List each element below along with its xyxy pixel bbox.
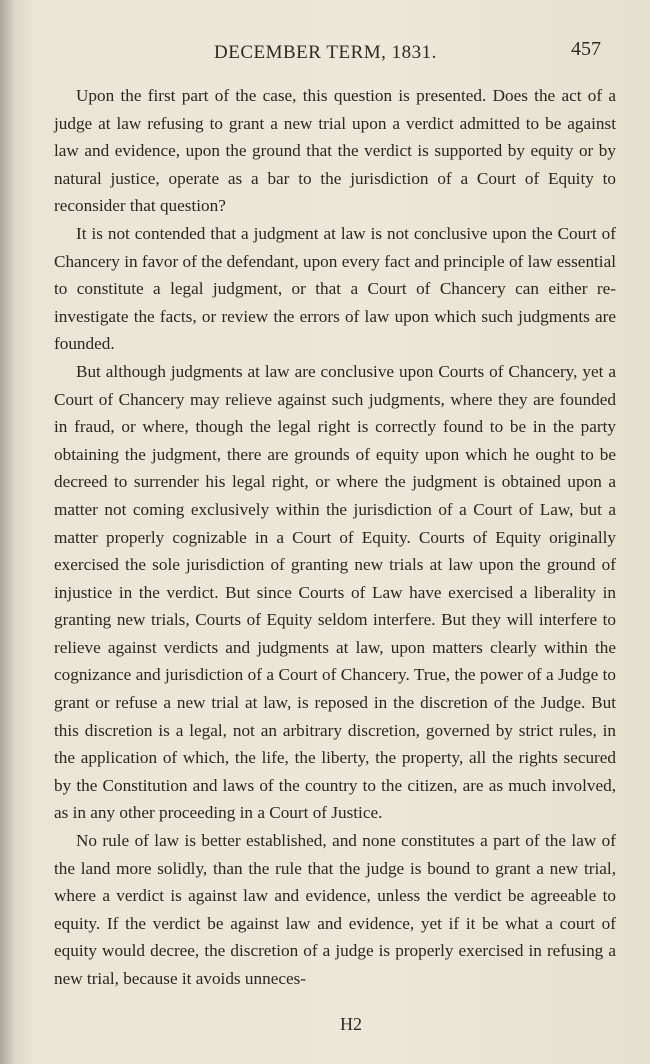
paragraph-1: Upon the first part of the case, this question is presented. Does the act of a judge at law refusing to grant a new trial upon a verdict admitted to be against law and evidence, upon the ground that the verdict is supported by equity or by natural justice, operate as a bar to the jurisdiction of a Court of Equity to reconsider that question?: [54, 86, 616, 216]
page-number: 457: [571, 38, 601, 60]
page-gutter-shadow: [0, 0, 16, 1064]
body-text: [54, 82, 616, 993]
page-header: [0, 34, 650, 64]
running-head: DECEMBER TERM, 1831.: [214, 42, 437, 63]
paragraph-2: It is not contended that a judgment at law is not conclusive upon the Court of Chancery in favor of the defendant, upon every fact and principle of law essential to constitute a legal judgment, or that a Court of Chancery can either re-investigate the facts, or review the errors of law upon which such judgments are founded.: [54, 223, 616, 354]
paragraph-3: But although judgments at law are conclusive upon Courts of Chancery, yet a Court of Chancery may relieve against such judgments, where they are founded in fraud, or where, though the legal right is correctly found to be in the party obtaining the judgment, there are grounds of equity upon which he ought to be decreed to surrender his legal right, or where the judgment is obtained upon a matter not coming exclusively within the jurisdiction of a Court of Law, but a matter properly cognizable in a Court of Equity. Courts of Equity originally exercised the sole jurisdiction of granting new trials at law upon the ground of injustice in the verdict. But since Courts of Law have exercised a liberality in granting new trials, Courts of Equity seldom interfere. But they will interfere to relieve against verdicts and judgments at law, upon matters clearly within the cognizance and jurisdiction of a Court of Chancery. True, the power of a Judge to grant or refuse a new trial at law, is reposed in the discretion of the Judge. But this discretion is a legal, not an arbitrary discretion, governed by strict rules, in the application of which, the life, the liberty, the property, all the rights secured by the Constitution and laws of the country to the citizen, are as much involved, as in any other proceeding in a Court of Justice.: [54, 361, 616, 823]
signature-mark: H2: [340, 1014, 362, 1034]
paragraph-4: No rule of law is better established, and none constitutes a part of the law of the land more solidly, than the rule that the judge is bound to grant a new trial, where a verdict is against law and evidence, unless the verdict be agreeable to equity. If the verdict be against law and evidence, yet if it be what a court of equity would decree, the discretion of a judge is properly exercised in refusing a new trial, because it avoids unneces-: [54, 831, 616, 988]
